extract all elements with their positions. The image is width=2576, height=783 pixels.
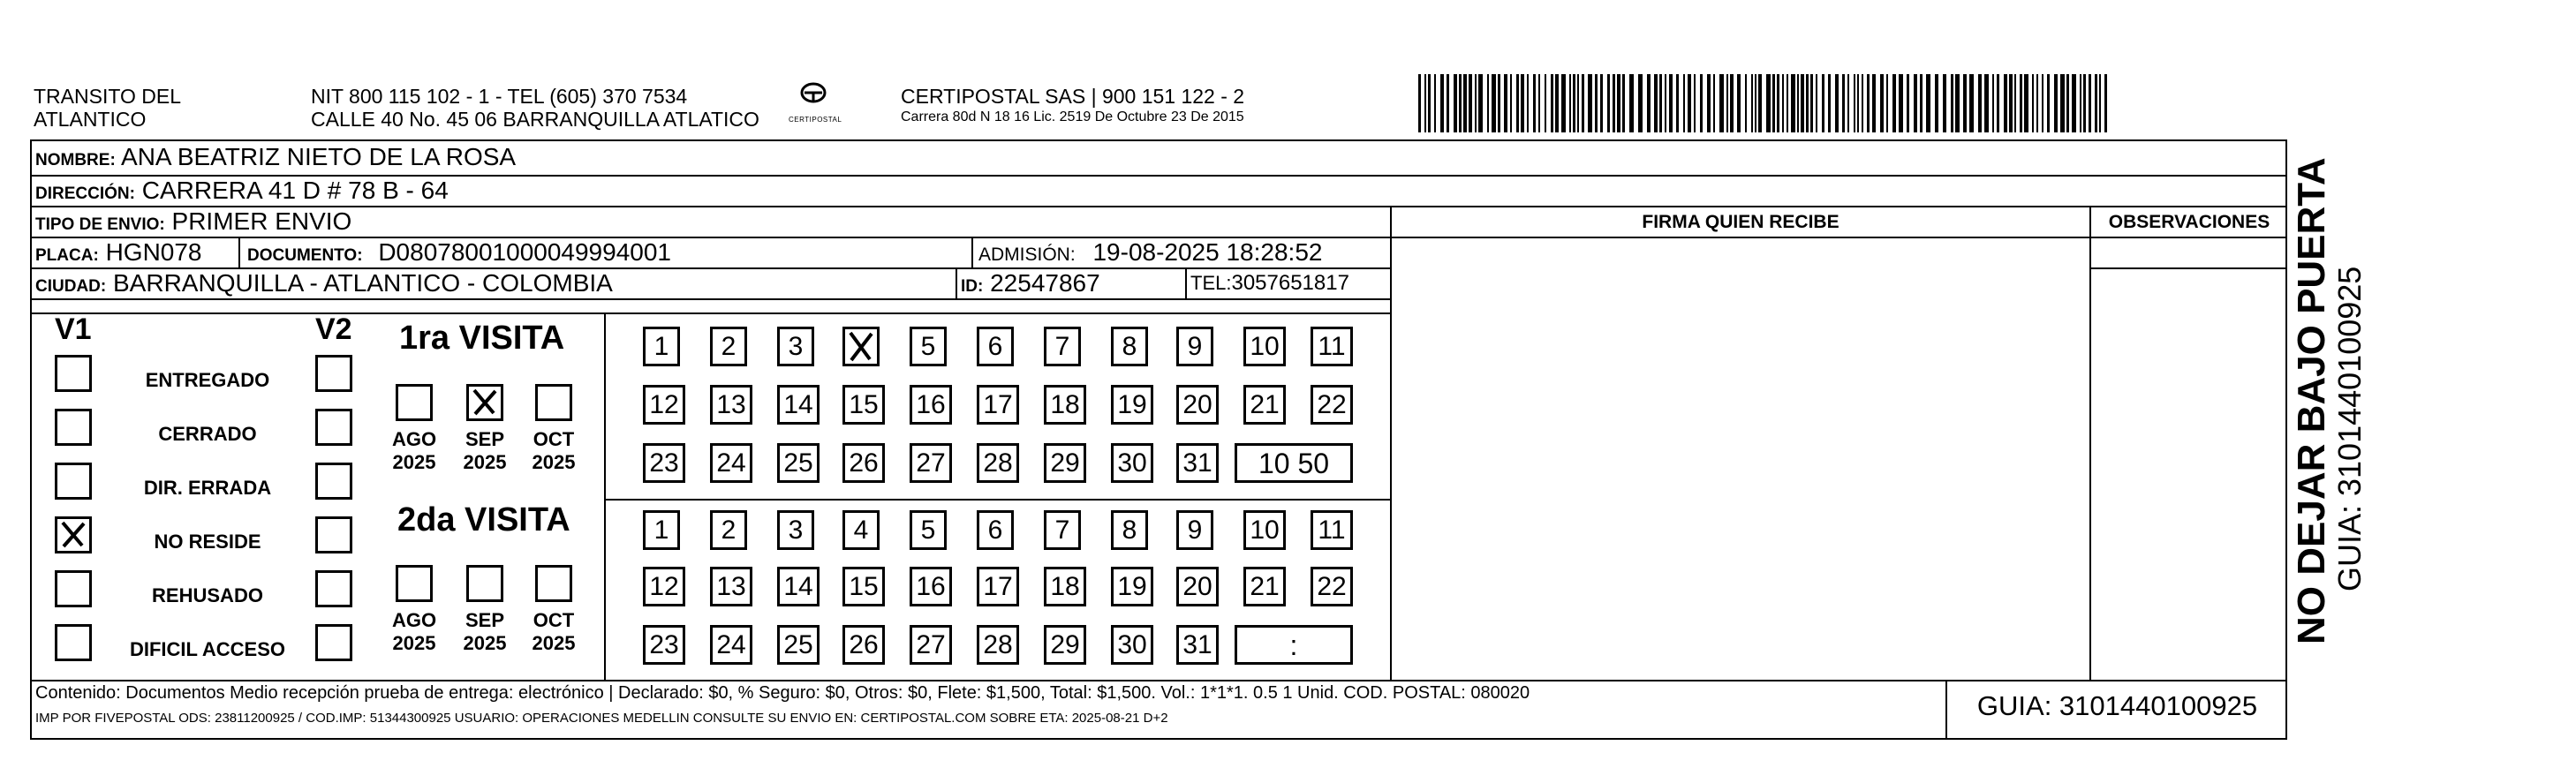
barcode-bar	[1935, 74, 1938, 132]
day-box[interactable]: 28	[977, 443, 1019, 483]
day-box[interactable]: 6	[977, 327, 1014, 366]
barcode-bar	[1487, 74, 1489, 132]
contents-line: Contenido: Documentos Medio recepción prueba de entrega: electrónico | Declarado: $0, % Seguro: $0, Otros: $0, Flete: $1,500, Total: $1,500. Vol.: 1*1*1. 0.5 1 Unid. COD. POSTAL: 080020	[35, 683, 1530, 703]
barcode	[1418, 74, 2111, 132]
tel-label: TEL:	[1190, 272, 1232, 294]
barcode-bar	[1822, 74, 1824, 132]
rule	[1390, 206, 1392, 681]
issuer-nit: NIT 800 115 102 - 1 - TEL (605) 370 7534	[311, 85, 688, 108]
barcode-bar	[1577, 74, 1579, 132]
day-box[interactable]: 27	[910, 443, 952, 483]
address-row	[35, 175, 449, 210]
v1-status-checkbox[interactable]	[55, 463, 92, 500]
barcode-bar	[1676, 74, 1679, 132]
barcode-bar	[1659, 74, 1662, 132]
barcode-bar	[1454, 74, 1457, 132]
day-box[interactable]: 24	[710, 625, 752, 665]
day-box[interactable]: 31	[1176, 443, 1219, 483]
barcode-bar	[2024, 74, 2028, 132]
barcode-bar	[1880, 74, 1884, 132]
visit-time-box[interactable]: :	[1235, 625, 1353, 665]
rule	[1185, 267, 1187, 298]
barcode-bar	[1498, 74, 1500, 132]
barcode-bar	[1963, 74, 1967, 132]
barcode-bar	[1867, 74, 1870, 132]
barcode-bar	[1730, 74, 1734, 132]
barcode-bar	[1914, 74, 1918, 132]
day-box[interactable]: 21	[1243, 385, 1286, 425]
day-box[interactable]: 18	[1044, 385, 1086, 425]
barcode-bar	[1654, 74, 1658, 132]
status-label: ENTREGADO	[145, 369, 270, 391]
month-checkbox[interactable]	[466, 565, 503, 602]
signature-label: FIRMA QUIEN RECIBE	[1642, 212, 1839, 232]
barcode-bar	[2083, 74, 2086, 132]
barcode-bar	[1713, 74, 1715, 132]
v1-status-checkbox[interactable]	[55, 570, 92, 607]
day-box[interactable]: 28	[977, 625, 1019, 665]
day-box[interactable]: 4	[842, 510, 880, 550]
day-box[interactable]: 23	[643, 443, 685, 483]
day-box[interactable]: 14	[777, 567, 820, 606]
status-label: NO RESIDE	[154, 531, 261, 553]
barcode-bar	[1857, 74, 1859, 132]
courier-info	[901, 85, 1244, 127]
barcode-bar	[1726, 74, 1728, 132]
barcode-bar	[1638, 74, 1643, 132]
day-box[interactable]: 19	[1111, 567, 1153, 606]
day-box[interactable]: 27	[910, 625, 952, 665]
city-cell	[35, 267, 613, 303]
barcode-bar	[2095, 74, 2097, 132]
barcode-bar	[1440, 74, 1444, 132]
day-box[interactable]: 24	[710, 443, 752, 483]
barcode-bar	[1782, 74, 1784, 132]
day-box[interactable]: 22	[1311, 385, 1353, 425]
day-box[interactable]: 3	[777, 327, 814, 366]
barcode-bar	[1569, 74, 1571, 132]
barcode-bar	[1447, 74, 1449, 132]
day-box[interactable]: 18	[1044, 567, 1086, 606]
month-label	[460, 609, 510, 655]
v2-status-checkbox[interactable]	[315, 570, 352, 607]
day-box[interactable]: 2	[710, 510, 747, 550]
month-year: 2025	[463, 451, 507, 473]
day-box[interactable]: 20	[1176, 385, 1219, 425]
rule	[971, 237, 973, 267]
day-box[interactable]: 12	[643, 567, 685, 606]
barcode-bar	[1920, 74, 1923, 132]
barcode-bar	[1538, 74, 1540, 132]
day-box[interactable]: 8	[1111, 510, 1148, 550]
barcode-bar	[1791, 74, 1795, 132]
barcode-bar	[1600, 74, 1603, 132]
v1-status-checkbox[interactable]	[55, 516, 92, 553]
barcode-bar	[1951, 74, 1953, 132]
courier-logo-text: CERTIPOSTAL	[789, 116, 842, 124]
rule	[2089, 267, 2287, 269]
barcode-bar	[2066, 74, 2069, 132]
day-box[interactable]: 13	[710, 567, 752, 606]
id-label: ID:	[961, 277, 984, 296]
month-label	[529, 609, 578, 655]
barcode-bar	[1810, 74, 1813, 132]
barcode-bar	[1573, 74, 1575, 132]
day-box[interactable]: 11	[1311, 327, 1353, 366]
barcode-bar	[1613, 74, 1615, 132]
observations-label: OBSERVACIONES	[2108, 212, 2270, 232]
day-box[interactable]: 11	[1311, 510, 1353, 550]
barcode-bar	[1475, 74, 1477, 132]
second-visit-label: 2da VISITA	[397, 501, 570, 538]
barcode-bar	[2036, 74, 2038, 132]
v2-status-checkbox[interactable]	[315, 516, 352, 553]
v1-label: V1	[55, 312, 92, 346]
barcode-bar	[1478, 74, 1483, 132]
issuer-contact	[311, 85, 759, 131]
barcode-bar	[1463, 74, 1467, 132]
barcode-bar	[1842, 74, 1845, 132]
day-box[interactable]: 3	[777, 510, 814, 550]
barcode-bar	[1629, 74, 1634, 132]
send-type-value: PRIMER ENVIO	[171, 207, 352, 235]
barcode-bar	[1955, 74, 1960, 132]
barcode-bar	[1607, 74, 1610, 132]
barcode-bar	[1683, 74, 1685, 132]
day-box[interactable]: 21	[1243, 567, 1286, 606]
barcode-bar	[1969, 74, 1974, 132]
month-name: AGO	[391, 609, 437, 631]
barcode-bar	[1745, 74, 1747, 132]
barcode-bar	[1907, 74, 1909, 132]
courier-nit: CERTIPOSTAL SAS | 900 151 122 - 2	[901, 85, 1245, 108]
month-year: 2025	[463, 632, 507, 654]
status-label: CERRADO	[158, 423, 257, 445]
barcode-bar	[1835, 74, 1839, 132]
tel-value: 3057651817	[1231, 271, 1349, 295]
barcode-bar	[1872, 74, 1876, 132]
month-label	[389, 428, 439, 474]
barcode-bar	[1694, 74, 1696, 132]
month-name: SEP	[465, 428, 505, 450]
barcode-bar	[1787, 74, 1788, 132]
plate-label: PLACA:	[35, 246, 99, 265]
day-box[interactable]: 23	[643, 625, 685, 665]
day-box[interactable]: 10	[1243, 510, 1286, 550]
address-label: DIRECCIÓN:	[35, 184, 135, 203]
day-box[interactable]: 22	[1311, 567, 1353, 606]
v2-status-checkbox[interactable]	[315, 355, 352, 392]
status-label: REHUSADO	[152, 584, 263, 606]
admission-label: ADMISIÓN:	[978, 245, 1076, 265]
day-box[interactable]: 9	[1176, 327, 1213, 366]
barcode-bar	[1582, 74, 1585, 132]
day-box[interactable]: 26	[842, 443, 885, 483]
id-value: 22547867	[990, 269, 1100, 297]
barcode-bar	[1669, 74, 1673, 132]
month-year: 2025	[392, 632, 436, 654]
day-box[interactable]: 14	[777, 385, 820, 425]
id-cell	[961, 267, 1100, 303]
day-box[interactable]: 1	[643, 510, 680, 550]
rule	[2089, 237, 2287, 238]
barcode-bar	[1828, 74, 1831, 132]
day-box[interactable]: 8	[1111, 327, 1148, 366]
barcode-bar	[2104, 74, 2107, 132]
month-checkbox[interactable]	[396, 384, 433, 421]
rule	[238, 237, 240, 267]
month-checkbox[interactable]	[396, 565, 433, 602]
day-box[interactable]: 29	[1044, 443, 1086, 483]
barcode-bar	[1984, 74, 1989, 132]
barcode-bar	[1469, 74, 1472, 132]
status-label: DIR. ERRADA	[143, 477, 272, 499]
v2-status-checkbox[interactable]	[315, 463, 352, 500]
courier-logo	[789, 81, 842, 127]
day-box[interactable]: 10	[1243, 327, 1286, 366]
day-box[interactable]: 15	[842, 567, 885, 606]
barcode-bar	[1766, 74, 1771, 132]
barcode-bar	[1892, 74, 1896, 132]
courier-logo-icon	[789, 81, 838, 111]
month-checkbox[interactable]	[535, 565, 572, 602]
barcode-bar	[1926, 74, 1930, 132]
barcode-bar	[1459, 74, 1462, 132]
cross-mark-icon	[845, 329, 877, 365]
day-box[interactable]: 29	[1044, 625, 1086, 665]
admission-value: 19-08-2025 18:28:52	[1092, 238, 1323, 266]
month-label	[460, 428, 510, 474]
barcode-bar	[2032, 74, 2034, 132]
barcode-bar	[1617, 74, 1620, 132]
barcode-bar	[2009, 74, 2013, 132]
barcode-bar	[1755, 74, 1756, 132]
month-year: 2025	[532, 451, 576, 473]
barcode-bar	[1647, 74, 1651, 132]
city-value: BARRANQUILLA - ATLANTICO - COLOMBIA	[113, 269, 613, 297]
rule	[30, 312, 1392, 314]
first-visit-label: 1ra VISITA	[399, 320, 565, 357]
barcode-bar	[1862, 74, 1863, 132]
print-line: IMP POR FIVEPOSTAL ODS: 23811200925 / COD.IMP: 51344300925 USUARIO: OPERACIONES MEDELLIN CONSULTE SU ENVIO EN: CERTIPOSTAL.COM SOBRE ETA: 2025-08-21 D+2	[35, 711, 1168, 726]
day-box[interactable]: 25	[777, 625, 820, 665]
day-box[interactable]: 31	[1176, 625, 1219, 665]
issuer-line-2: ATLANTICO	[34, 108, 147, 131]
day-box[interactable]: 2	[710, 327, 747, 366]
no-slide-under-door-notice: NO DEJAR BAJO PUERTA	[2290, 157, 2333, 644]
visit-time-box[interactable]: 10 50	[1235, 443, 1353, 483]
barcode-bar	[1997, 74, 1999, 132]
city-label: CIUDAD:	[35, 277, 107, 296]
barcode-bar	[1418, 74, 1421, 132]
tel-cell	[1190, 267, 1349, 299]
day-box[interactable]: 20	[1176, 567, 1219, 606]
barcode-bar	[1521, 74, 1524, 132]
barcode-bar	[1595, 74, 1598, 132]
cross-mark-icon	[57, 519, 89, 551]
barcode-bar	[1561, 74, 1566, 132]
barcode-bar	[1665, 74, 1666, 132]
day-box[interactable]: 17	[977, 385, 1019, 425]
barcode-bar	[1527, 74, 1529, 132]
barcode-bar	[2060, 74, 2065, 132]
month-label	[529, 428, 578, 474]
side-guide-number: GUIA: 3101440100925	[2331, 266, 2368, 591]
barcode-bar	[2080, 74, 2081, 132]
barcode-bar	[1588, 74, 1592, 132]
day-box[interactable]	[842, 327, 880, 366]
issuer-line-1: TRANSITO DEL	[34, 85, 181, 108]
barcode-bar	[1516, 74, 1519, 132]
barcode-bar	[1545, 74, 1546, 132]
courier-license: Carrera 80d N 18 16 Lic. 2519 De Octubre 23 De 2015	[901, 109, 1244, 124]
barcode-bar	[1737, 74, 1741, 132]
barcode-bar	[1777, 74, 1779, 132]
cross-mark-icon	[469, 387, 501, 418]
plate-value: HGN078	[105, 238, 202, 266]
barcode-bar	[2020, 74, 2022, 132]
name-label: NOMBRE:	[35, 151, 116, 169]
send-type-row	[35, 206, 351, 241]
day-box[interactable]: 12	[643, 385, 685, 425]
day-box[interactable]: 19	[1111, 385, 1153, 425]
barcode-bar	[1428, 74, 1431, 132]
barcode-bar	[1772, 74, 1775, 132]
rule	[604, 312, 606, 680]
barcode-bar	[2054, 74, 2058, 132]
rule	[604, 499, 1392, 501]
barcode-bar	[1943, 74, 1946, 132]
barcode-bar	[1700, 74, 1703, 132]
barcode-bar	[1510, 74, 1512, 132]
day-box[interactable]: 17	[977, 567, 1019, 606]
barcode-bar	[1533, 74, 1536, 132]
send-type-label: TIPO DE ENVIO:	[35, 215, 165, 234]
status-label: DIFICIL ACCESO	[129, 638, 285, 660]
issuer-name	[34, 85, 181, 131]
barcode-bar	[1424, 74, 1426, 132]
document-cell	[247, 237, 671, 272]
barcode-bar	[2047, 74, 2050, 132]
guide-number-box: GUIA: 3101440100925	[1976, 690, 2258, 721]
day-box[interactable]: 5	[910, 327, 947, 366]
day-box[interactable]: 30	[1111, 625, 1153, 665]
plate-cell	[35, 237, 202, 272]
recipient-name: ANA BEATRIZ NIETO DE LA ROSA	[121, 143, 517, 170]
barcode-bar	[1719, 74, 1724, 132]
day-box[interactable]: 25	[777, 443, 820, 483]
day-box[interactable]: 9	[1176, 510, 1213, 550]
rule	[30, 680, 2287, 681]
month-year: 2025	[532, 632, 576, 654]
day-box[interactable]: 1	[643, 327, 680, 366]
barcode-bar	[1847, 74, 1849, 132]
barcode-bar	[1751, 74, 1753, 132]
rule	[2089, 206, 2091, 681]
v2-status-checkbox[interactable]	[315, 624, 352, 661]
day-box[interactable]: 30	[1111, 443, 1153, 483]
barcode-bar	[2099, 74, 2101, 132]
rule	[956, 267, 957, 298]
day-box[interactable]: 6	[977, 510, 1014, 550]
day-box[interactable]: 15	[842, 385, 885, 425]
v1-status-checkbox[interactable]	[55, 355, 92, 392]
v2-status-checkbox[interactable]	[315, 409, 352, 446]
document-label: DOCUMENTO:	[247, 246, 363, 265]
barcode-bar	[1854, 74, 1855, 132]
day-box[interactable]: 5	[910, 510, 947, 550]
month-name: AGO	[391, 428, 437, 450]
name-row	[35, 141, 516, 177]
month-label	[389, 609, 439, 655]
recipient-address: CARRERA 41 D # 78 B - 64	[141, 177, 449, 204]
barcode-bar	[1707, 74, 1711, 132]
barcode-bar	[1816, 74, 1817, 132]
barcode-bar	[1801, 74, 1804, 132]
barcode-bar	[1797, 74, 1799, 132]
barcode-bar	[1622, 74, 1625, 132]
month-name: SEP	[465, 609, 505, 631]
barcode-bar	[1555, 74, 1559, 132]
barcode-bar	[2089, 74, 2091, 132]
day-box[interactable]: 26	[842, 625, 885, 665]
month-checkbox[interactable]	[466, 384, 503, 421]
v1-status-checkbox[interactable]	[55, 409, 92, 446]
barcode-bar	[1899, 74, 1903, 132]
issuer-address: CALLE 40 No. 45 06 BARRANQUILLA ATLATICO	[311, 108, 759, 131]
barcode-bar	[1978, 74, 1982, 132]
barcode-bar	[1504, 74, 1507, 132]
day-box[interactable]: 16	[910, 385, 952, 425]
month-year: 2025	[392, 451, 436, 473]
barcode-bar	[1886, 74, 1888, 132]
v1-status-checkbox[interactable]	[55, 624, 92, 661]
barcode-bar	[1551, 74, 1553, 132]
month-name: OCT	[533, 428, 575, 450]
day-box[interactable]: 7	[1044, 510, 1081, 550]
barcode-bar	[1806, 74, 1809, 132]
document-value: D08078001000049994001	[378, 238, 671, 266]
day-box[interactable]: 13	[710, 385, 752, 425]
month-name: OCT	[533, 609, 575, 631]
admission-cell	[978, 237, 1322, 271]
day-box[interactable]: 16	[910, 567, 952, 606]
barcode-bar	[2042, 74, 2043, 132]
barcode-bar	[2014, 74, 2016, 132]
day-box[interactable]: 7	[1044, 327, 1081, 366]
barcode-bar	[1992, 74, 1994, 132]
barcode-bar	[1434, 74, 1436, 132]
barcode-bar	[1758, 74, 1762, 132]
v2-label: V2	[315, 312, 352, 346]
barcode-bar	[2004, 74, 2007, 132]
barcode-bar	[1492, 74, 1496, 132]
month-checkbox[interactable]	[535, 384, 572, 421]
barcode-bar	[2072, 74, 2076, 132]
barcode-bar	[1688, 74, 1691, 132]
